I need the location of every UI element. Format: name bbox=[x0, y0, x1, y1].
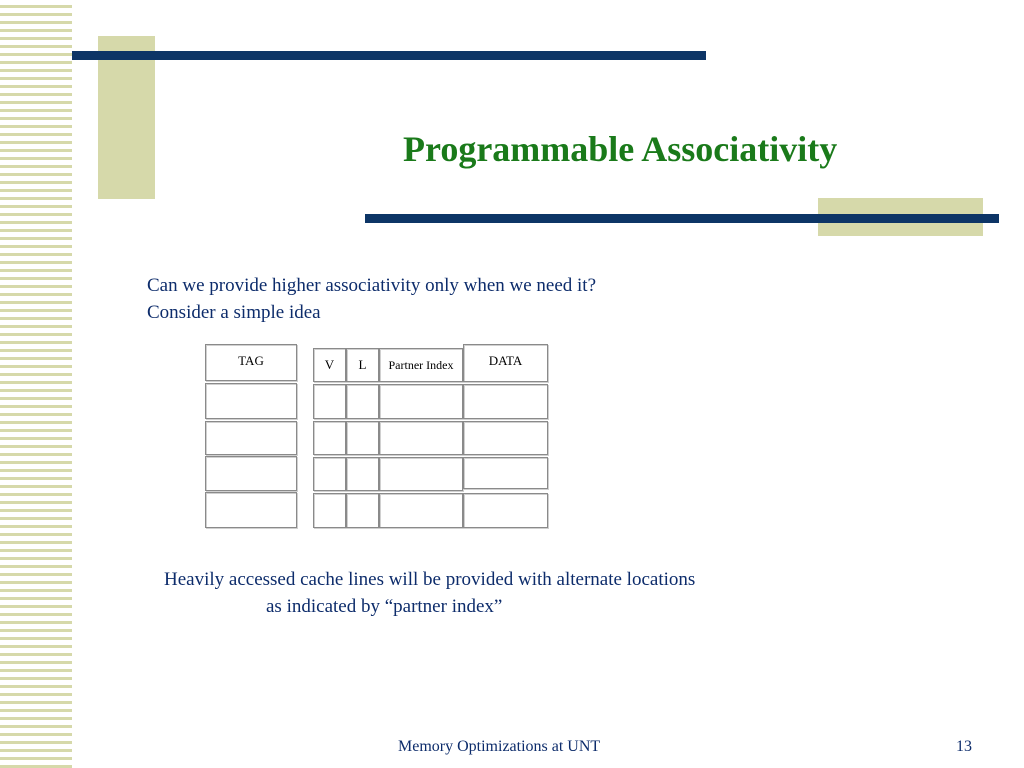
tag-cell bbox=[205, 456, 297, 491]
intro-line: Can we provide higher associativity only when we need it? bbox=[147, 275, 597, 296]
note-line: Heavily accessed cache lines will be provided with alternate locations bbox=[164, 569, 696, 590]
page-number: 13 bbox=[956, 738, 972, 755]
partner-index-cell bbox=[379, 493, 463, 528]
l-cell bbox=[346, 421, 379, 455]
decor-navy-bar-top bbox=[72, 51, 706, 60]
note-line: as indicated by “partner index” bbox=[266, 596, 503, 617]
tag-cell bbox=[205, 492, 297, 528]
decor-tan-block-top bbox=[98, 36, 155, 199]
v-cell bbox=[313, 384, 346, 419]
decor-navy-bar-mid bbox=[365, 214, 999, 223]
v-header: V bbox=[313, 348, 346, 382]
l-cell bbox=[346, 493, 379, 528]
footer-text: Memory Optimizations at UNT bbox=[398, 738, 601, 755]
data-cell bbox=[463, 493, 548, 528]
partner-index-header: Partner Index bbox=[379, 348, 463, 382]
striped-margin bbox=[0, 0, 72, 768]
l-cell bbox=[346, 384, 379, 419]
l-cell bbox=[346, 457, 379, 491]
data-cell bbox=[463, 421, 548, 455]
v-cell bbox=[313, 421, 346, 455]
tag-header: TAG bbox=[205, 344, 297, 381]
data-header: DATA bbox=[463, 344, 548, 382]
intro-text bbox=[147, 272, 596, 326]
data-cell bbox=[463, 384, 548, 419]
l-header: L bbox=[346, 348, 379, 382]
tag-cell bbox=[205, 383, 297, 419]
v-cell bbox=[313, 493, 346, 528]
explanation-text bbox=[164, 566, 695, 620]
partner-index-cell bbox=[379, 384, 463, 419]
intro-line: Consider a simple idea bbox=[147, 302, 321, 323]
partner-index-cell bbox=[379, 421, 463, 455]
partner-index-cell bbox=[379, 457, 463, 491]
slide-title: Programmable Associativity bbox=[403, 129, 838, 169]
v-cell bbox=[313, 457, 346, 491]
data-cell bbox=[463, 457, 548, 489]
tag-cell bbox=[205, 421, 297, 455]
